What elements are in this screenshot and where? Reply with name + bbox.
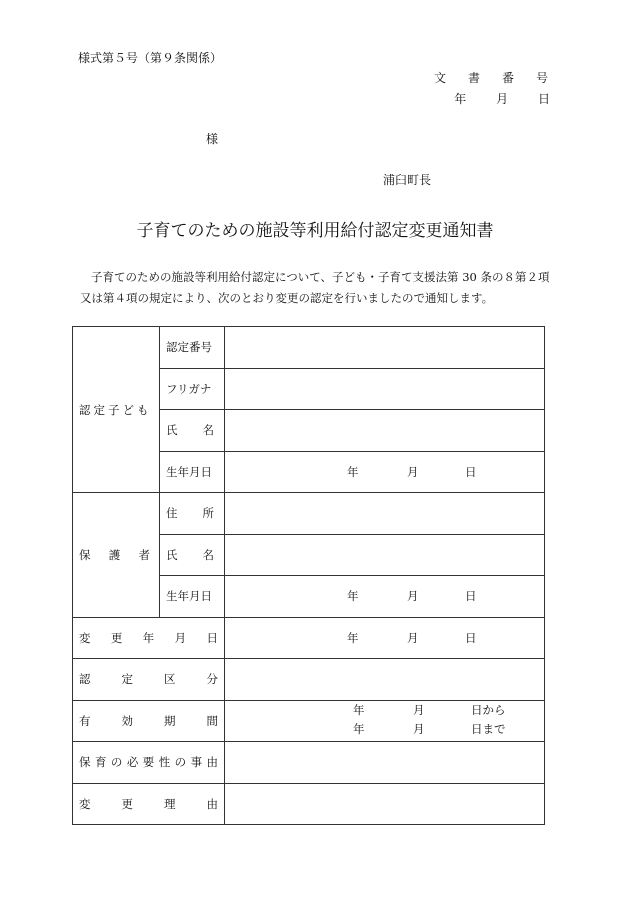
table-row <box>73 493 545 535</box>
change-reason-field[interactable] <box>225 783 545 825</box>
guardian-birthdate-label: 生年月日 <box>160 576 225 618</box>
necessity-reason-field[interactable] <box>225 742 545 784</box>
child-name-field[interactable] <box>225 410 545 452</box>
table-row <box>73 742 545 784</box>
page-title: 子育てのための施設等利用給付認定変更通知書 <box>136 221 494 241</box>
table-row <box>73 659 545 701</box>
child-birthdate-label: 生年月日 <box>160 451 225 493</box>
period-from: 年 月 日から <box>353 702 506 717</box>
guardian-address-field[interactable] <box>225 493 545 535</box>
guardian-address-label: 住 所 <box>160 493 225 535</box>
change-date-field[interactable]: 年 月 日 <box>225 617 545 659</box>
document-number-label: 文 書 番 号 <box>434 71 550 85</box>
form-reference: 様式第５号（第９条関係） <box>78 51 223 65</box>
guardian-name-field[interactable] <box>225 534 545 576</box>
certification-table <box>72 326 545 825</box>
category-label: 認 定 区 分 <box>73 659 225 701</box>
period-until: 年 月 日まで <box>353 721 506 736</box>
furigana-field[interactable] <box>225 368 545 410</box>
sender-name: 浦臼町長 <box>383 173 432 187</box>
change-reason-label: 変 更 理 由 <box>73 783 225 825</box>
child-birthdate-field[interactable]: 年 月 日 <box>225 451 545 493</box>
addressee-suffix: 様 <box>206 132 219 146</box>
guardian-group-label: 保 護 者 <box>73 493 160 618</box>
period-field[interactable] <box>225 700 545 742</box>
child-number-field[interactable] <box>225 327 545 369</box>
table-row <box>73 783 545 825</box>
child-number-label: 認定番号 <box>160 327 225 369</box>
table-row <box>73 617 545 659</box>
child-group-label: 認定子ども <box>73 327 160 493</box>
category-field[interactable] <box>225 659 545 701</box>
guardian-birthdate-field[interactable]: 年 月 日 <box>225 576 545 618</box>
issue-date-label: 年 月 日 <box>454 92 550 106</box>
guardian-name-label: 氏 名 <box>160 534 225 576</box>
period-label: 有 効 期 間 <box>73 700 225 742</box>
notice-body: 子育てのための施設等利用給付認定について、子ども・子育て支援法第 30 条の８第２項又は第４項の規定により、次のとおり変更の認定を行いましたので通知します。 <box>80 270 550 305</box>
child-name-label: 氏 名 <box>160 410 225 452</box>
change-date-label: 変 更 年 月 日 <box>73 617 225 659</box>
table-row <box>73 700 545 742</box>
table-row <box>73 327 545 369</box>
necessity-reason-label: 保 育 の 必 要 性 の 事 由 <box>73 742 225 784</box>
furigana-label: フリガナ <box>160 368 225 410</box>
